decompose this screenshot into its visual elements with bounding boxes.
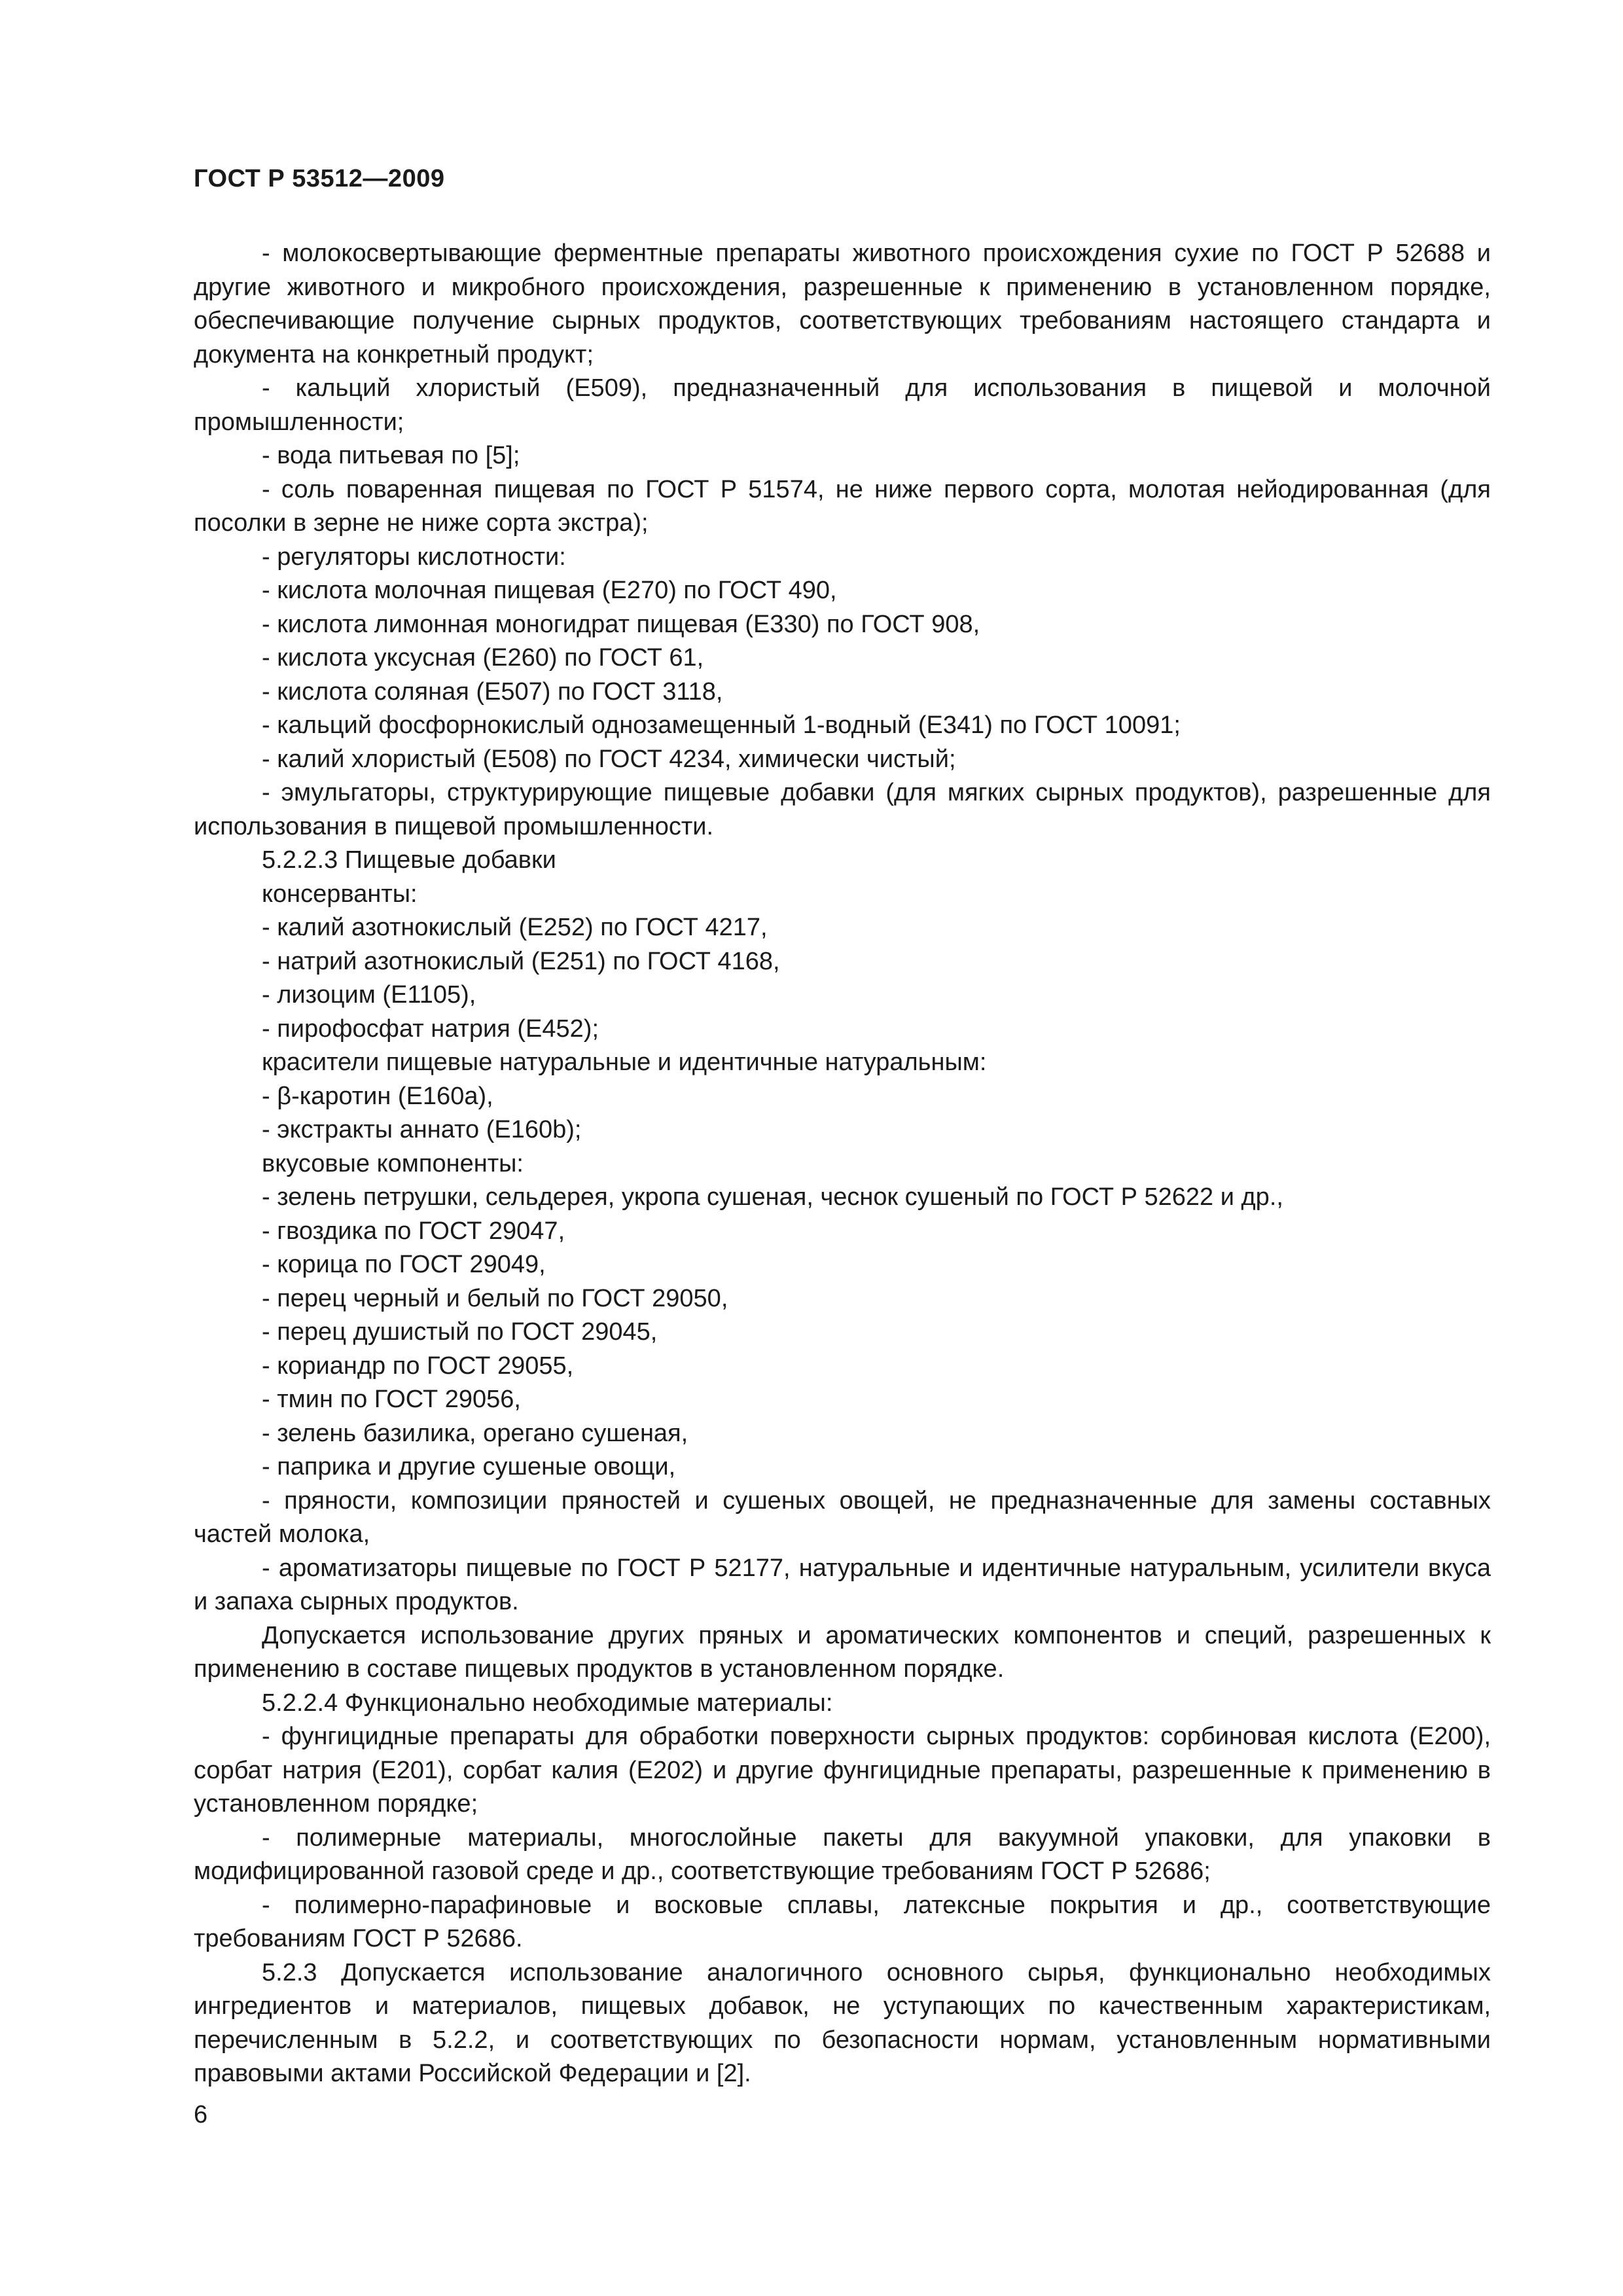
paragraph: - пряности, композиции пряностей и сушеных овощей, не предназначенные для замены составных частей молока, [194,1486,1491,1548]
document-body [194,237,1491,2091]
paragraph: - паприка и другие сушеные овощи, [262,1453,676,1480]
paragraph: - кальций фосфорнокислый однозамещенный 1-водный (Е341) по ГОСТ 10091; [262,711,1181,739]
paragraph: - гвоздика по ГОСТ 29047, [262,1217,565,1245]
paragraph: - молокосвертывающие ферментные препараты животного происхождения сухие по ГОСТ Р 52688 и другие животного и микробного происхождения, разрешенные к применению в установленном порядке, обеспечивающие получение сырных продуктов, соответствующих требованиям настоящего стандарта и документа на конкретный продукт; [194,240,1491,368]
paragraph: вкусовые компоненты: [262,1149,524,1177]
paragraph: - вода питьевая по [5]; [262,442,520,469]
section-paragraph: 5.2.3 Допускается использование аналогичного основного сырья, функционально необходимых ингредиентов и материалов, пищевых добавок, не уступающих по качественным характеристикам, перечисленным в 5.2.2, и соответствующих по безопасности нормам, установленным нормативными правовыми актами Российской Федерации и [2]. [194,1958,1491,2087]
document-header: ГОСТ Р 53512—2009 [194,165,445,192]
paragraph: - калий хлористый (Е508) по ГОСТ 4234, химически чистый; [262,745,956,773]
paragraph: Допускается использование других пряных и ароматических компонентов и специй, разрешенных к применению в составе пищевых продуктов в установленном порядке. [194,1621,1491,1683]
paragraph: - кальций хлористый (Е509), предназначенный для использования в пищевой и молочной промышленности; [194,374,1491,436]
section-heading: 5.2.2.4 Функционально необходимые материалы: [262,1689,833,1717]
paragraph: - пирофосфат натрия (Е452); [262,1014,599,1043]
paragraph: - перец душистый по ГОСТ 29045, [262,1318,658,1346]
paragraph: - перец черный и белый по ГОСТ 29050, [262,1284,728,1312]
paragraph: - регуляторы кислотности: [262,543,566,571]
paragraph: красители пищевые натуральные и идентичные натуральным: [262,1049,987,1076]
paragraph: - полимерные материалы, многослойные пакеты для вакуумной упаковки, для упаковки в модифицированной газовой среде и др., соответствующие требованиям ГОСТ Р 52686; [194,1823,1491,1885]
paragraph: - полимерно-парафиновые и восковые сплавы, латексные покрытия и др., соответствующие требованиям ГОСТ Р 52686. [194,1891,1491,1952]
paragraph: - тмин по ГОСТ 29056, [262,1386,521,1413]
paragraph: - эмульгаторы, структурирующие пищевые добавки (для мягких сырных продуктов), разрешенные для использования в пищевой промышленности. [194,779,1491,840]
paragraph: - ароматизаторы пищевые по ГОСТ Р 52177, натуральные и идентичные натуральным, усилители вкуса и запаха сырных продуктов. [194,1554,1491,1615]
page-number: 6 [194,2101,208,2128]
paragraph: - корица по ГОСТ 29049, [262,1251,546,1278]
paragraph: - зелень базилика, орегано сушеная, [262,1419,688,1447]
paragraph: - кориандр по ГОСТ 29055, [262,1352,574,1380]
paragraph: - кислота уксусная (Е260) по ГОСТ 61, [262,644,704,672]
paragraph: консерванты: [262,880,418,908]
paragraph: - калий азотнокислый (Е252) по ГОСТ 4217, [262,914,768,941]
paragraph: - соль поваренная пищевая по ГОСТ Р 51574, не ниже первого сорта, молотая нейодированная (для посолки в зерне не ниже сорта экстра); [194,475,1491,537]
paragraph: - натрий азотнокислый (Е251) по ГОСТ 4168, [262,947,780,975]
paragraph: - β-каротин (Е160а), [262,1082,493,1110]
paragraph: - лизоцим (Е1105), [262,981,476,1009]
paragraph: - зелень петрушки, сельдерея, укропа сушеная, чеснок сушеный по ГОСТ Р 52622 и др., [262,1183,1283,1211]
paragraph: - кислота лимонная моногидрат пищевая (Е330) по ГОСТ 908, [262,610,980,638]
section-heading: 5.2.2.3 Пищевые добавки [262,846,556,874]
paragraph: - кислота молочная пищевая (Е270) по ГОСТ 490, [262,577,837,604]
paragraph: - кислота соляная (Е507) по ГОСТ 3118, [262,677,723,706]
paragraph: - фунгицидные препараты для обработки поверхности сырных продуктов: сорбиновая кислота (Е200), сорбат натрия (Е201), сорбат калия (Е202) и другие фунгицидные препараты, разрешенные к применению в установленном порядке; [194,1723,1491,1818]
paragraph: - экстракты аннато (Е160b); [262,1116,582,1143]
